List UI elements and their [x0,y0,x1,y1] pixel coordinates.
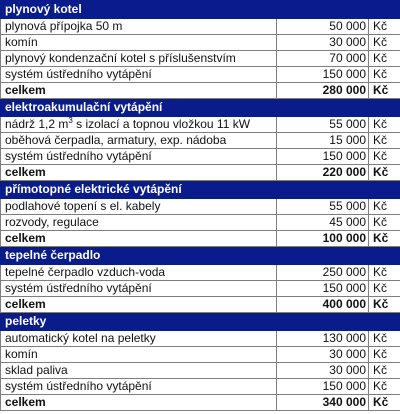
item-amount: 150 000 [277,281,369,297]
item-amount: 130 000 [277,331,369,347]
total-amount: 340 000 [277,395,369,411]
cost-item-row [1,347,400,363]
section-title: peletky [1,313,400,331]
cost-item-row [1,379,400,395]
item-label: tepelné čerpadlo vzduch-voda [1,265,277,281]
cost-item-row [1,363,400,379]
cost-item-row [1,215,400,231]
section-header [1,247,400,265]
section-title: elektroakumulační vytápění [1,99,400,117]
item-amount: 30 000 [277,35,369,51]
item-label: systém ústředního vytápění [1,379,277,395]
item-currency: Kč [369,149,400,165]
total-amount: 100 000 [277,231,369,247]
item-amount: 15 000 [277,133,369,149]
item-currency: Kč [369,35,400,51]
total-currency: Kč [369,165,400,181]
section-total-row [1,165,400,181]
item-label: automatický kotel na peletky [1,331,277,347]
item-amount: 30 000 [277,363,369,379]
item-currency: Kč [369,199,400,215]
cost-item-row [1,117,400,133]
item-amount: 250 000 [277,265,369,281]
cost-item-row [1,67,400,83]
section-total-row [1,83,400,99]
item-currency: Kč [369,133,400,149]
item-currency: Kč [369,379,400,395]
item-label: podlahové topení s el. kabely [1,199,277,215]
cost-item-row [1,149,400,165]
total-amount: 400 000 [277,297,369,313]
cost-item-row [1,331,400,347]
item-amount: 150 000 [277,67,369,83]
section-header [1,313,400,331]
item-label [1,117,277,133]
item-label-superscript: 3 [68,116,73,125]
section-title: tepelné čerpadlo [1,247,400,265]
cost-item-row [1,51,400,67]
section-title: přímotopné elektrické vytápění [1,181,400,199]
item-currency: Kč [369,51,400,67]
item-label-text: s izolací a topnou vložkou 11 kW [72,117,251,131]
item-amount: 55 000 [277,199,369,215]
cost-item-row [1,19,400,35]
item-currency: Kč [369,363,400,379]
item-label-text: nádrž 1,2 m [5,117,69,131]
total-label: celkem [1,395,277,411]
total-label: celkem [1,165,277,181]
item-label: plynový kondenzační kotel s příslušenstvím [1,51,277,67]
section-header [1,1,400,19]
item-currency: Kč [369,67,400,83]
cost-item-row [1,35,400,51]
total-currency: Kč [369,83,400,99]
item-amount: 50 000 [277,19,369,35]
section-total-row [1,297,400,313]
total-label: celkem [1,231,277,247]
item-amount: 70 000 [277,51,369,67]
item-currency: Kč [369,265,400,281]
total-amount: 280 000 [277,83,369,99]
total-label: celkem [1,297,277,313]
section-header [1,99,400,117]
total-currency: Kč [369,395,400,411]
item-label: rozvody, regulace [1,215,277,231]
cost-item-row [1,199,400,215]
total-currency: Kč [369,231,400,247]
item-amount: 55 000 [277,117,369,133]
item-currency: Kč [369,281,400,297]
section-total-row [1,231,400,247]
item-label: plynová přípojka 50 m [1,19,277,35]
item-amount: 30 000 [277,347,369,363]
total-amount: 220 000 [277,165,369,181]
cost-item-row [1,281,400,297]
item-amount: 150 000 [277,379,369,395]
section-total-row [1,395,400,411]
item-label: komín [1,347,277,363]
item-label: komín [1,35,277,51]
item-label: oběhová čerpadla, armatury, exp. nádoba [1,133,277,149]
cost-item-row [1,133,400,149]
item-label: sklad paliva [1,363,277,379]
item-currency: Kč [369,117,400,133]
total-currency: Kč [369,297,400,313]
cost-item-row [1,265,400,281]
total-label: celkem [1,83,277,99]
item-amount: 150 000 [277,149,369,165]
item-currency: Kč [369,331,400,347]
item-currency: Kč [369,19,400,35]
cost-table-body [1,1,400,411]
section-header [1,181,400,199]
item-label: systém ústředního vytápění [1,67,277,83]
section-title: plynový kotel [1,1,400,19]
item-currency: Kč [369,347,400,363]
item-label: systém ústředního vytápění [1,281,277,297]
item-amount: 45 000 [277,215,369,231]
item-label: systém ústředního vytápění [1,149,277,165]
item-currency: Kč [369,215,400,231]
